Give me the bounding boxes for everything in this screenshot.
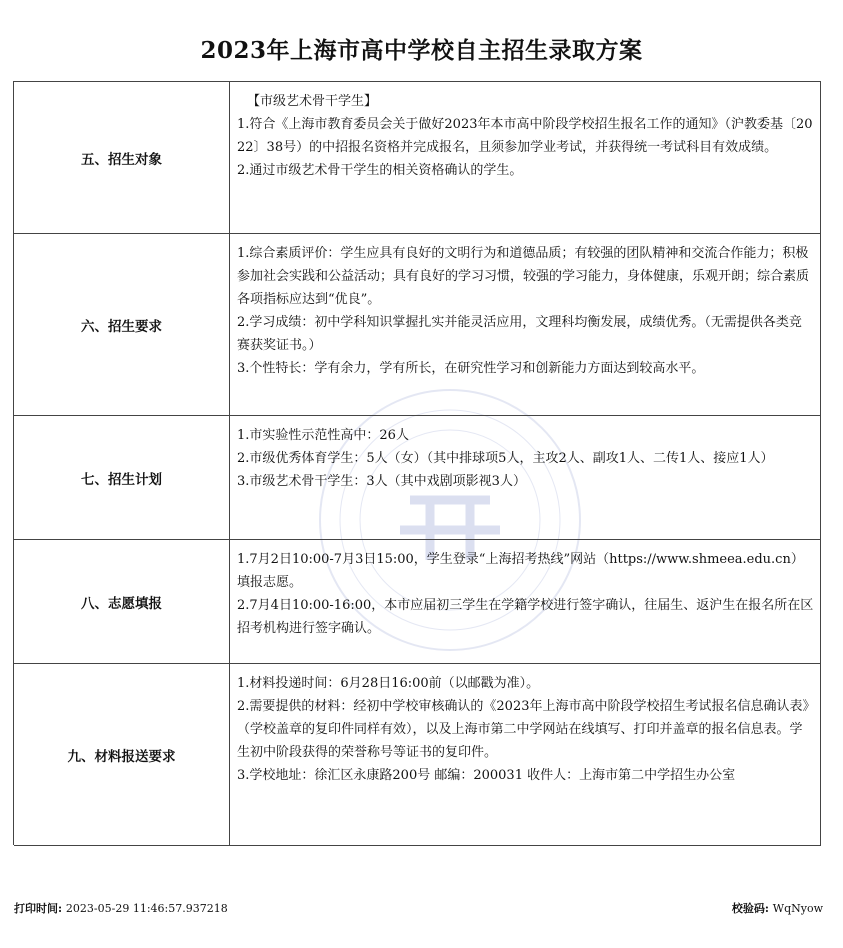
content-line: 2.市级优秀体育学生：5人（女）（其中排球项5人，主攻2人、副攻1人、二传1人、接应1人）	[237, 451, 774, 466]
print-time	[14, 900, 228, 916]
content-line: 1.综合素质评价：学生应具有良好的文明行为和道德品质；有较强的团队精神和交流合作能力；积极参加社会实践和公益活动；具有良好的学习习惯，较强的学习能力，身体健康，乐观开朗；综合素质各项指标应达到“优良”。	[237, 246, 810, 307]
page-title: 2023年上海市高中学校自主招生录取方案	[200, 37, 643, 64]
content-line: 2.学习成绩：初中学科知识掌握扎实并能灵活应用，文理科均衡发展，成绩优秀。（无需提供各类竞赛获奖证书。）	[237, 315, 802, 353]
content-line: 1.7月2日10:00-7月3日15:00，学生登录“上海招考热线”网站（https://www.shmeea.edu.cn）填报志愿。	[237, 552, 804, 590]
content-line: 3.学校地址：徐汇区永康路200号 邮编：200031 收件人：上海市第二中学招生办公室	[237, 768, 736, 783]
print-time-label: 打印时间:	[14, 902, 63, 915]
row-content	[230, 664, 821, 845]
row-label: 六、招生要求	[14, 234, 230, 415]
content-line: 2.通过市级艺术骨干学生的相关资格确认的学生。	[237, 163, 523, 178]
print-time-value: 2023-05-29 11:46:57.937218	[65, 902, 228, 915]
row-content	[230, 540, 821, 663]
table-row	[14, 664, 821, 846]
table-row	[14, 416, 821, 540]
verification-code	[732, 900, 823, 916]
content-line: 【市级艺术骨干学生】	[247, 94, 378, 109]
verification-code-label: 校验码:	[731, 902, 769, 915]
admission-table	[13, 81, 821, 845]
content-line: 1.市实验性示范性高中：26人	[237, 428, 409, 443]
content-line: 1.材料投递时间：6月28日16:00前（以邮戳为准）。	[237, 676, 540, 691]
row-content	[230, 416, 821, 539]
table-row	[14, 82, 821, 234]
content-line: 2.需要提供的材料：经初中学校审核确认的《2023年上海市高中阶段学校招生考试报名信息确认表》（学校盖章的复印件同样有效），以及上海市第二中学网站在线填写、打印并盖章的报名信息表。学生初中阶段获得的荣誉称号等证书的复印件。	[237, 699, 809, 760]
row-label: 五、招生对象	[14, 82, 230, 233]
content-line: 2.7月4日10:00-16:00，本市应届初三学生在学籍学校进行签字确认，往届生、返沪生在报名所在区招考机构进行签字确认。	[237, 598, 814, 636]
table-row	[14, 234, 821, 416]
table-row	[14, 540, 821, 664]
row-content	[230, 234, 821, 415]
content-line: 1.符合《上海市教育委员会关于做好2023年本市高中阶段学校招生报名工作的通知》（沪教委基〔2022〕38号）的中招报名资格并完成报名，且须参加学业考试，并获得统一考试科目有效成绩。	[237, 117, 813, 155]
row-content	[230, 82, 821, 233]
content-line: 3.市级艺术骨干学生：3人（其中戏剧项影视3人）	[237, 474, 526, 489]
row-label: 八、志愿填报	[14, 540, 230, 663]
verification-code-value: WqNyow	[772, 902, 823, 915]
row-label: 七、招生计划	[14, 416, 230, 539]
row-label: 九、材料报送要求	[14, 664, 230, 845]
content-line: 3.个性特长：学有余力，学有所长，在研究性学习和创新能力方面达到较高水平。	[237, 361, 705, 376]
